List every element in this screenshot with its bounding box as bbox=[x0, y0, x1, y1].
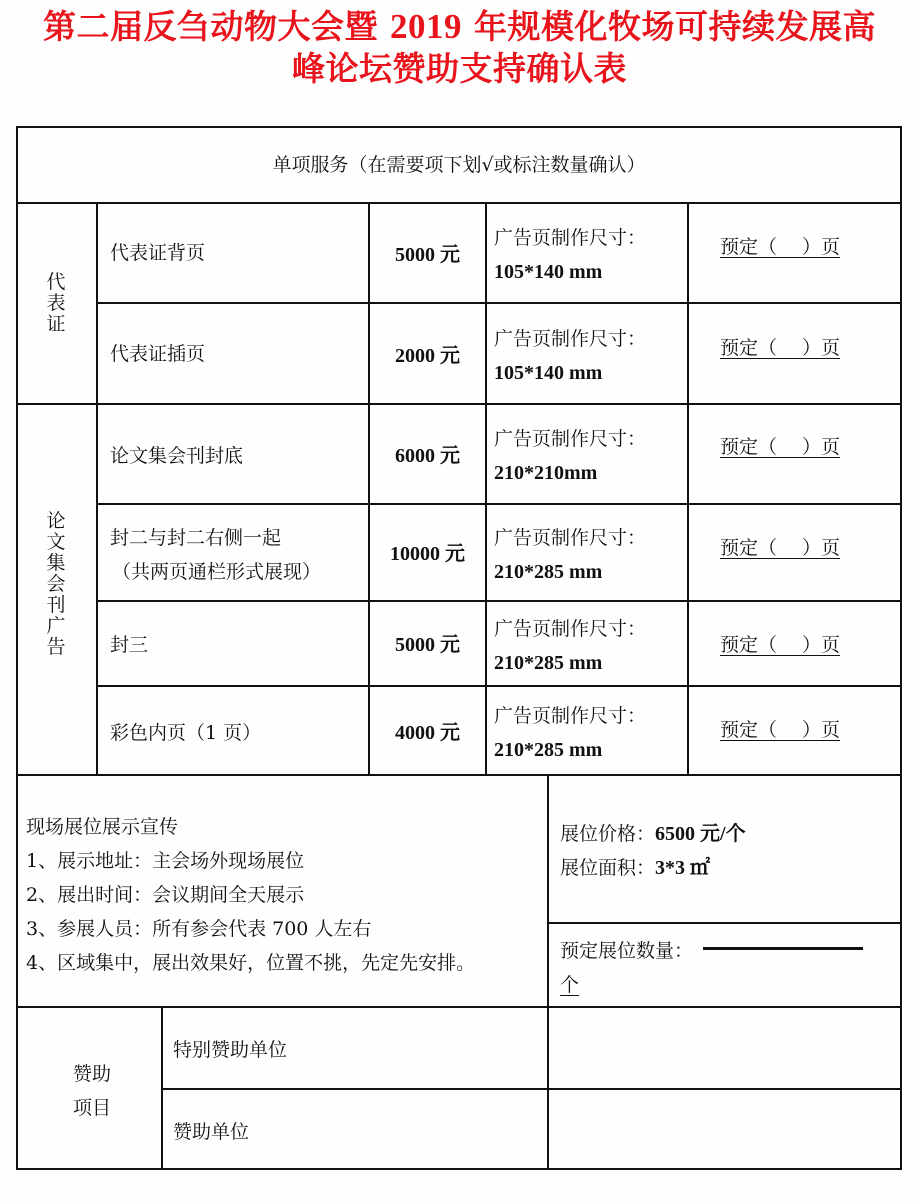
reserve-pages-field[interactable]: 预定（ ）页 bbox=[720, 236, 841, 258]
special-sponsor-field[interactable] bbox=[561, 1033, 891, 1067]
item-name: 代表证插页 bbox=[110, 343, 206, 365]
sponsor-label: 赞助单位 bbox=[173, 1121, 250, 1143]
booth-quantity: 预定展位数量： bbox=[560, 934, 863, 968]
reserve-pages-field[interactable]: 预定（ ）页 bbox=[720, 537, 841, 559]
reserve-pages-field[interactable]: 预定（ ）页 bbox=[720, 634, 841, 656]
sponsorship-label: 赞助 bbox=[73, 1063, 112, 1085]
exhibit-point: 1、展示地址：主会场外现场展位 bbox=[26, 850, 305, 872]
divider bbox=[96, 302, 902, 304]
item-name: 封三 bbox=[110, 634, 149, 656]
title-line-2: 峰论坛赞助支持确认表 bbox=[292, 49, 627, 88]
divider bbox=[161, 1088, 902, 1090]
size-value: 105*140 mm bbox=[494, 362, 603, 384]
item-name: 彩色内页（1 页） bbox=[110, 722, 262, 744]
item-price: 2000 元 bbox=[395, 345, 460, 367]
size-label: 广告页制作尺寸： bbox=[494, 705, 647, 727]
divider bbox=[547, 922, 902, 924]
item-name: 论文集会刊封底 bbox=[110, 445, 244, 467]
size-label: 广告页制作尺寸： bbox=[494, 227, 647, 249]
divider bbox=[96, 685, 902, 687]
sponsor-field[interactable] bbox=[561, 1115, 891, 1149]
divider bbox=[16, 1006, 902, 1008]
size-value: 210*210mm bbox=[494, 462, 598, 484]
reserve-pages-field[interactable]: 预定（ ）页 bbox=[720, 436, 841, 458]
exhibit-point: 4、区域集中，展出效果好，位置不挑，先定先安排。 bbox=[26, 952, 476, 974]
divider bbox=[368, 203, 370, 775]
special-sponsor-label: 特别赞助单位 bbox=[173, 1039, 288, 1061]
size-label: 广告页制作尺寸： bbox=[494, 618, 647, 640]
exhibit-title: 现场展位展示宣传 bbox=[26, 816, 179, 838]
divider bbox=[547, 775, 549, 1007]
document-title bbox=[0, 6, 919, 90]
divider bbox=[16, 403, 902, 405]
size-value: 210*285 mm bbox=[494, 561, 603, 583]
group-label-journal-ads: 论文集会刊广告 bbox=[46, 510, 66, 658]
item-price: 4000 元 bbox=[395, 722, 460, 744]
item-price: 5000 元 bbox=[395, 634, 460, 656]
booth-area: 展位面积：3*3 ㎡ bbox=[560, 857, 711, 879]
exhibit-point: 3、参展人员：所有参会代表 700 人左右 bbox=[26, 918, 372, 940]
divider bbox=[16, 202, 902, 204]
group-label-badge: 代表证 bbox=[46, 271, 66, 335]
size-value: 210*285 mm bbox=[494, 652, 603, 674]
item-name: 代表证背页 bbox=[110, 242, 206, 264]
divider bbox=[96, 503, 902, 505]
size-label: 广告页制作尺寸： bbox=[494, 328, 647, 350]
title-line-1: 第二届反刍动物大会暨 2019 年规模化牧场可持续发展高 bbox=[43, 7, 876, 46]
booth-quantity-unit: 个 bbox=[560, 974, 580, 996]
reserve-pages-field[interactable]: 预定（ ）页 bbox=[720, 337, 841, 359]
divider bbox=[96, 203, 98, 775]
divider bbox=[96, 600, 902, 602]
item-price: 10000 元 bbox=[390, 543, 465, 565]
divider bbox=[485, 203, 487, 775]
reserve-pages-field[interactable]: 预定（ ）页 bbox=[720, 719, 841, 741]
size-value: 210*285 mm bbox=[494, 739, 603, 761]
item-name-line2: （共两页通栏形式展现） bbox=[112, 561, 322, 583]
item-price: 5000 元 bbox=[395, 244, 460, 266]
size-label: 广告页制作尺寸： bbox=[494, 527, 647, 549]
booth-quantity-input[interactable] bbox=[703, 947, 863, 950]
sponsorship-label: 项目 bbox=[73, 1097, 112, 1119]
divider bbox=[687, 203, 689, 775]
item-name: 封二与封二右侧一起 bbox=[110, 527, 282, 549]
size-label: 广告页制作尺寸： bbox=[494, 428, 647, 450]
item-price: 6000 元 bbox=[395, 445, 460, 467]
divider bbox=[16, 774, 902, 776]
booth-price: 展位价格：6500 元/个 bbox=[560, 823, 746, 845]
table-header: 单项服务（在需要项下划√或标注数量确认） bbox=[272, 154, 646, 176]
exhibit-point: 2、展出时间：会议期间全天展示 bbox=[26, 884, 305, 906]
size-value: 105*140 mm bbox=[494, 261, 603, 283]
